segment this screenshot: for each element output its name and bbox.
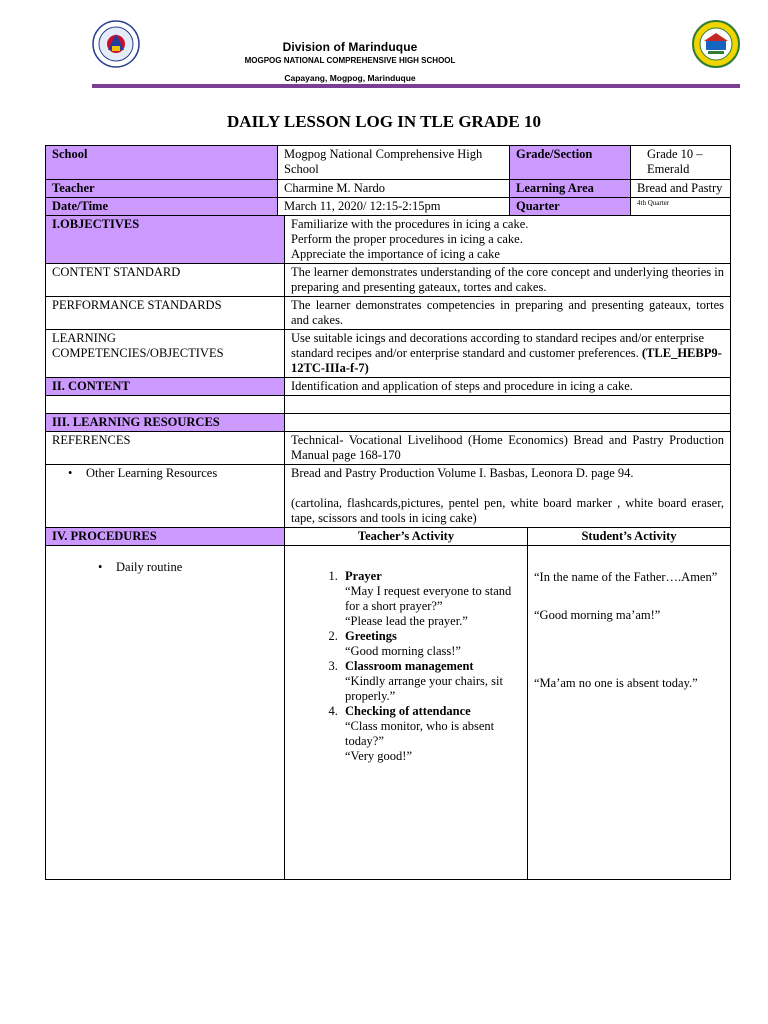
- page-title: DAILY LESSON LOG IN TLE GRADE 10: [227, 112, 541, 131]
- other-resources-row: [46, 465, 731, 528]
- grade-value: Grade 10 – Emerald: [647, 147, 703, 176]
- student-response: “In the name of the Father….Amen”: [534, 570, 718, 584]
- quarter-value: 4th Quarter: [637, 199, 670, 207]
- references-row: [46, 432, 731, 465]
- other-resources-materials: (cartolina, flashcards,pictures, pentel pen, white board marker , white board eraser, tape, scissors and tools in icing cake): [291, 496, 724, 525]
- grade-label: Grade/Section: [510, 146, 631, 179]
- student-activity-cell: [528, 546, 731, 880]
- student-activity-header: Student’s Activity: [528, 528, 731, 546]
- content-label: II. CONTENT: [46, 378, 285, 396]
- student-response: “Ma’am no one is absent today.”: [534, 676, 698, 690]
- objectives-row: [46, 216, 731, 264]
- resources-row: [46, 414, 731, 432]
- lesson-log-table: [45, 145, 731, 880]
- content-standard-row: [46, 264, 731, 297]
- other-resources-book: Bread and Pastry Production Volume I. Basbas, Leonora D. page 94.: [291, 466, 634, 480]
- procedures-body-row: [46, 546, 731, 880]
- deped-seal-logo: [92, 20, 140, 68]
- school-address: Capayang, Mogpog, Marinduque: [284, 73, 416, 83]
- list-item: 2. Greetings “Good morning class!”: [341, 629, 521, 659]
- content-standard-value: The learner demonstrates understanding of the core concept and underlying theories in preparing and presenting gateaux, tortes and cakes.: [285, 264, 731, 297]
- objective-item: Appreciate the importance of icing a cake: [291, 247, 500, 261]
- school-row: [46, 146, 731, 180]
- performance-standards-row: [46, 297, 731, 330]
- procedures-label: IV. PROCEDURES: [46, 528, 285, 546]
- teacher-activity-cell: [285, 546, 528, 880]
- competency-code: (TLE_HEBP9-12TC-IIIa-f-7): [291, 346, 722, 375]
- teacher-activity-header: Teacher’s Activity: [285, 528, 528, 546]
- teacher-value: Charmine M. Nardo: [278, 180, 510, 198]
- objective-item: Familiarize with the procedures in icing a cake.: [291, 217, 529, 231]
- references-value: Technical- Vocational Livelihood (Home Economics) Bread and Pastry Production Manual page 168-170: [285, 432, 731, 465]
- daily-routine-label: Daily routine: [116, 560, 183, 574]
- quarter-label: Quarter: [510, 198, 631, 215]
- header-divider: [92, 84, 740, 88]
- objective-item: Perform the proper procedures in icing a cake.: [291, 232, 523, 246]
- performance-standards-label: PERFORMANCE STANDARDS: [46, 297, 285, 330]
- procedures-header-row: [46, 528, 731, 546]
- date-label: Date/Time: [46, 198, 278, 216]
- school-name: MOGPOG NATIONAL COMPREHENSIVE HIGH SCHOOL: [244, 56, 456, 65]
- references-label: REFERENCES: [46, 432, 285, 465]
- area-label: Learning Area: [510, 180, 631, 197]
- content-value: Identification and application of steps and procedure in icing a cake.: [285, 378, 731, 396]
- competencies-row: [46, 330, 731, 378]
- teacher-label: Teacher: [46, 180, 278, 198]
- document-header: [0, 0, 768, 95]
- blank-row: [46, 396, 731, 414]
- competencies-value: Use suitable icings and decorations according to standard recipes and/or enterprise standard recipes and/or enterprise standard and customer preferences.: [291, 331, 705, 360]
- competencies-label: LEARNING COMPETENCIES/OBJECTIVES: [46, 330, 285, 378]
- objectives-label: I.OBJECTIVES: [46, 216, 285, 264]
- performance-standards-value: The learner demonstrates competencies in preparing and presenting gateaux, tortes and cakes.: [285, 297, 731, 330]
- list-item: 1. Prayer “May I request everyone to stand for a short prayer?” “Please lead the prayer.”: [341, 569, 521, 629]
- bullet-icon: •: [98, 560, 103, 574]
- content-standard-label: CONTENT STANDARD: [46, 264, 285, 297]
- list-item: 4. Checking of attendance “Class monitor, who is absent today?” “Very good!”: [341, 704, 521, 764]
- bullet-icon: •: [68, 466, 73, 480]
- date-value: March 11, 2020/ 12:15-2:15pm: [278, 198, 510, 216]
- teacher-activity-list: [291, 569, 521, 764]
- resources-label: III. LEARNING RESOURCES: [46, 414, 285, 432]
- school-value: Mogpog National Comprehensive High School: [278, 146, 510, 180]
- division-name: Division of Marinduque: [282, 40, 418, 54]
- area-value: Bread and Pastry: [637, 181, 723, 195]
- date-row: [46, 198, 731, 216]
- student-response: “Good morning ma’am!”: [534, 608, 661, 622]
- school-label: School: [46, 146, 278, 180]
- other-resources-label: Other Learning Resources: [86, 466, 218, 480]
- list-item: 3. Classroom management “Kindly arrange your chairs, sit properly.”: [341, 659, 521, 704]
- objectives-list: [285, 216, 731, 264]
- content-row: [46, 378, 731, 396]
- teacher-row: [46, 180, 731, 198]
- school-seal-logo: [692, 20, 740, 68]
